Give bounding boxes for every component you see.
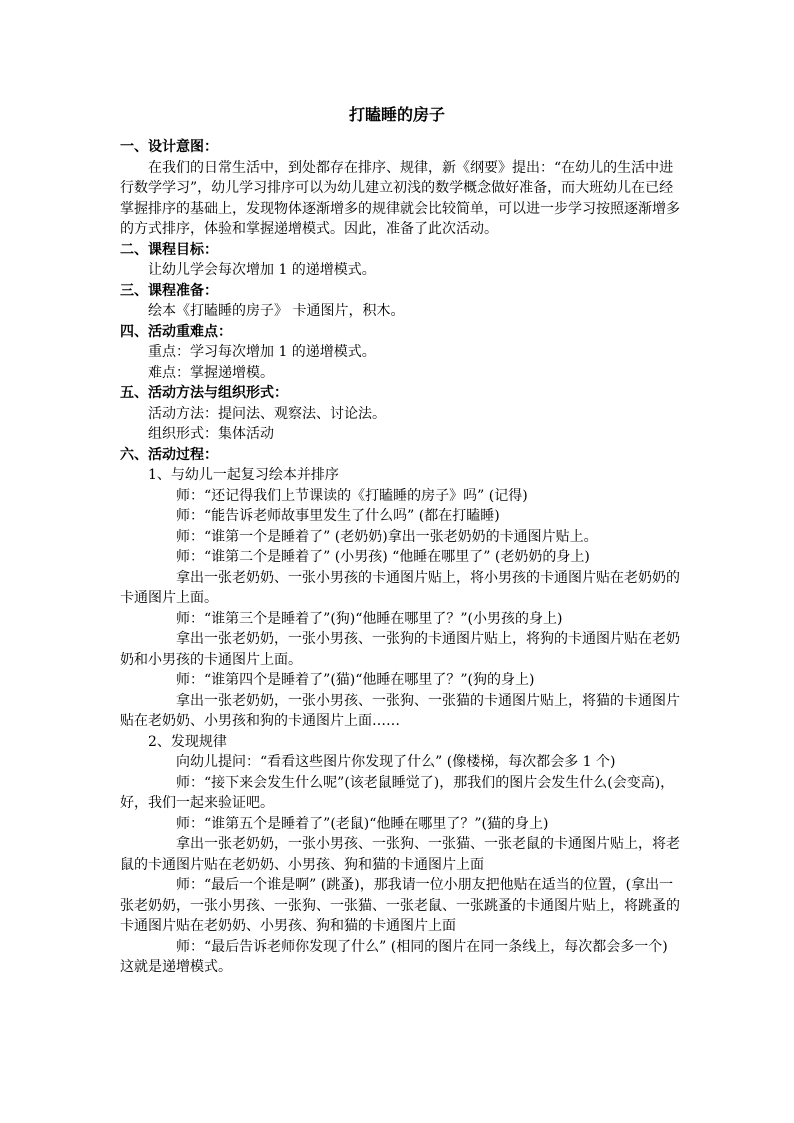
dialogue-paragraph: 师：“最后告诉老师你发现了什么” (相同的图片在同一条线上，每次都会多一个)这就是递增模式。 bbox=[120, 938, 668, 975]
section-heading-methods: 五、活动方法与组织形式： bbox=[120, 385, 288, 401]
goals-line: 让幼儿学会每次增加 1 的递增模式。 bbox=[148, 262, 376, 278]
dialogue-line: 师：“谁第三个是睡着了”(狗)“他睡在哪里了？”(小男孩的身上) bbox=[176, 610, 563, 627]
action-paragraph: 拿出一张老奶奶，一张小男孩、一张狗、一张猫、一张老鼠的卡通图片贴上，将老鼠的卡通图片贴在老奶奶、小男孩、狗和猫的卡通图片上面 bbox=[120, 836, 680, 873]
dialogue-paragraph: 师：“最后一个谁是啊” (跳蚤)，那我请一位小朋友把他贴在适当的位置，(拿出一张老奶奶，一张小男孩、一张狗、一张猫、一张老鼠、一张跳蚤的卡通图片贴上，将跳蚤的卡通图片贴在老奶奶、小男孩、狗和猫的卡通图片上面 bbox=[120, 877, 680, 934]
document-body bbox=[120, 137, 680, 978]
key-point-line: 重点：学习每次增加 1 的递增模式。 bbox=[148, 344, 376, 360]
page-title: 打瞌睡的房子 bbox=[348, 105, 445, 124]
organization-line: 组织形式：集体活动 bbox=[148, 426, 274, 442]
action-paragraph: 拿出一张老奶奶、一张小男孩的卡通图片贴上，将小男孩的卡通图片贴在老奶奶的卡通图片上面。 bbox=[120, 569, 680, 606]
section-heading-design-intent: 一、设计意图： bbox=[120, 139, 218, 155]
action-paragraph: 拿出一张老奶奶，一张小男孩、一张狗的卡通图片贴上，将狗的卡通图片贴在老奶奶和小男孩的卡通图片上面。 bbox=[120, 631, 680, 668]
section-heading-goals: 二、课程目标： bbox=[120, 241, 218, 258]
dialogue-line: 师：“谁第二个是睡着了” (小男孩) “他睡在哪里了” (老奶奶的身上) bbox=[176, 549, 590, 565]
dialogue-line: 师：“谁第四个是睡着了”(猫)“他睡在哪里了？”(狗的身上) bbox=[176, 672, 535, 688]
dialogue-line: 向幼儿提问：“看看这些图片你发现了什么” (像楼梯，每次都会多 1 个) bbox=[176, 754, 616, 770]
design-intent-paragraph: 在我们的日常生活中，到处都存在排序、规律，新《纲要》提出：“在幼儿的生活中进行数学学习”，幼儿学习排序可以为幼儿建立初浅的数学概念做好准备，而大班幼儿在已经掌握排序的基础上，发现物体逐渐增多的规律就会比较简单，可以进一步学习按照逐渐增多的方式排序，体验和掌握递增模式。因此，准备了此次活动。 bbox=[120, 159, 680, 237]
section-heading-process: 六、活动过程： bbox=[120, 446, 218, 463]
dialogue-line: 师：“谁第一个是睡着了” (老奶奶)拿出一张老奶奶的卡通图片贴上。 bbox=[176, 528, 598, 545]
section-heading-preparation: 三、课程准备： bbox=[120, 282, 218, 299]
step-1-title: 1、与幼儿一起复习绘本并排序 bbox=[148, 467, 339, 483]
action-paragraph: 拿出一张老奶奶，一张小男孩、一张狗、一张猫的卡通图片贴上，将猫的卡通图片贴在老奶奶、小男孩和狗的卡通图片上面…… bbox=[120, 692, 680, 729]
step-2-title: 2、发现规律 bbox=[148, 733, 227, 750]
dialogue-paragraph: 师：“接下来会发生什么呢”(该老鼠睡觉了)，那我们的图片会发生什么(会变高)，好，我们一起来验证吧。 bbox=[120, 774, 675, 811]
dialogue-line: 师：“谁第五个是睡着了”(老鼠)“他睡在哪里了？”(猫的身上) bbox=[176, 815, 549, 832]
section-heading-key-points: 四、活动重难点： bbox=[120, 323, 232, 340]
dialogue-line: 师：“还记得我们上节课读的《打瞌睡的房子》吗” (记得) bbox=[176, 487, 528, 504]
dialogue-line: 师：“能告诉老师故事里发生了什么吗” (都在打瞌睡) bbox=[176, 508, 500, 524]
preparation-line: 绘本《打瞌睡的房子》 卡通图片，积木。 bbox=[148, 303, 405, 319]
difficulty-line: 难点：掌握递增模。 bbox=[148, 364, 274, 381]
methods-line: 活动方法：提问法、观察法、讨论法。 bbox=[148, 405, 386, 422]
